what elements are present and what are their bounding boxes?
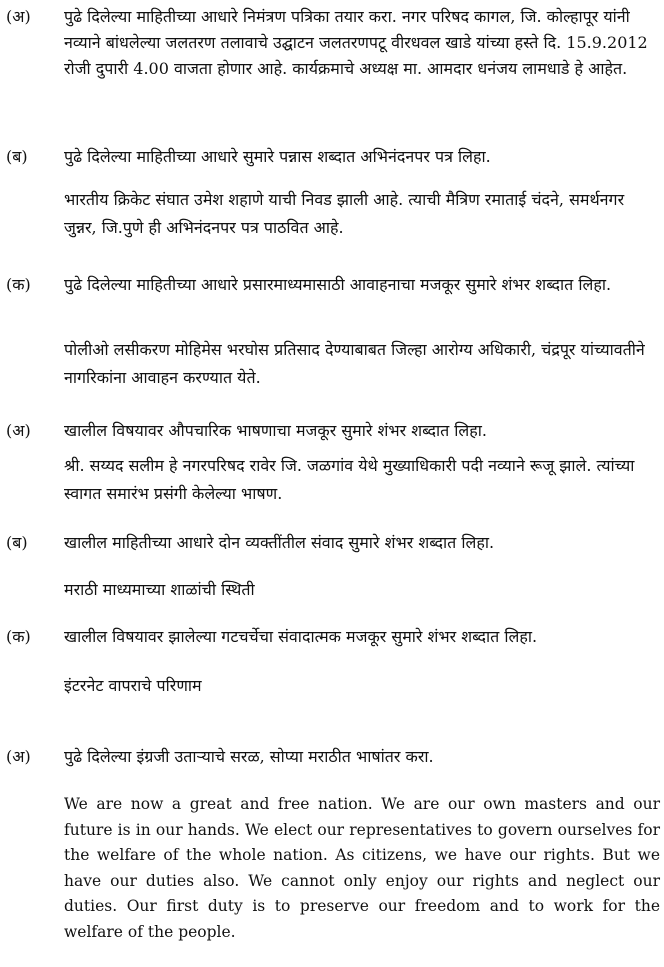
question-label: (ब)	[6, 533, 28, 552]
question-label: (क)	[6, 627, 31, 646]
question-label: (अ)	[6, 747, 31, 766]
question-prompt: खालील माहितीच्या आधारे दोन व्यक्तींतील संवाद सुमारे शंभर शब्दात लिहा.	[64, 533, 495, 552]
question-label: (ब)	[6, 147, 28, 166]
question-detail: श्री. सय्यद सलीम हे नगरपरिषद रावेर जि. जळगांव येथे मुख्याधिकारी पदी नव्याने रूजू झाले. त्यांच्या स्वागत समारंभ प्रसंगी केलेल्या भाषण.	[64, 456, 635, 503]
question-detail: मराठी माध्यमाच्या शाळांची स्थिती	[64, 580, 255, 599]
question-label: (क)	[6, 275, 31, 294]
question-prompt: पुढे दिलेल्या माहितीच्या आधारे प्रसारमाध्यमासाठी आवाहनाचा मजकूर सुमारे शंभर शब्दात लिहा.	[64, 275, 612, 294]
question-prompt: पुढे दिलेल्या इंग्रजी उताऱ्याचे सरळ, सोप्या मराठीत भाषांतर करा.	[64, 747, 434, 766]
question-label: (अ)	[6, 7, 31, 26]
question-detail: इंटरनेट वापराचे परिणाम	[64, 676, 202, 695]
question-detail: भारतीय क्रिकेट संघात उमेश शहाणे याची निवड झाली आहे. त्याची मैत्रिण रमाताई चंदने, समर्थनगर जुन्नर, जि.पुणे ही अभिनंदनपर पत्र पाठवित आहे.	[64, 190, 625, 237]
question-prompt: पुढे दिलेल्या माहितीच्या आधारे सुमारे पन्नास शब्दात अभिनंदनपर पत्र लिहा.	[64, 147, 491, 166]
question-label: (अ)	[6, 421, 31, 440]
question-detail: पोलीओ लसीकरण मोहिमेस भरघोस प्रतिसाद देण्याबाबत जिल्हा आरोग्य अधिकारी, चंद्रपूर यांच्यावतीने नागरिकांना आवाहन करण्यात येते.	[64, 340, 645, 387]
english-passage: We are now a great and free nation. We are our own masters and our future is in our hands. We elect our representatives to govern ourselves for the welfare of the whole nation. As citizens, we have our rights. But we have our duties also. We cannot only enjoy our rights and neglect our duties. Our first duty is to preserve our freedom and to work for the welfare of the people.	[64, 795, 660, 941]
question-prompt: खालील विषयावर औपचारिक भाषणाचा मजकूर सुमारे शंभर शब्दात लिहा.	[64, 421, 488, 440]
question-prompt: खालील विषयावर झालेल्या गटचर्चेचा संवादात्मक मजकूर सुमारे शंभर शब्दात लिहा.	[64, 627, 538, 646]
question-prompt: पुढे दिलेल्या माहितीच्या आधारे निमंत्रण पत्रिका तयार करा. नगर परिषद कागल, जि. कोल्हापूर यांनी नव्याने बांधलेल्या जलतरण तलावाचे उद्घाटन जलतरणपटू वीरधवल खाडे यांच्या हस्ते दि. 15.9.2012 रोजी दुपारी 4.00 वाजता होणार आहे. कार्यक्रमाचे अध्यक्ष मा. आमदार धनंजय लामधाडे हे आहेत.	[64, 7, 648, 78]
